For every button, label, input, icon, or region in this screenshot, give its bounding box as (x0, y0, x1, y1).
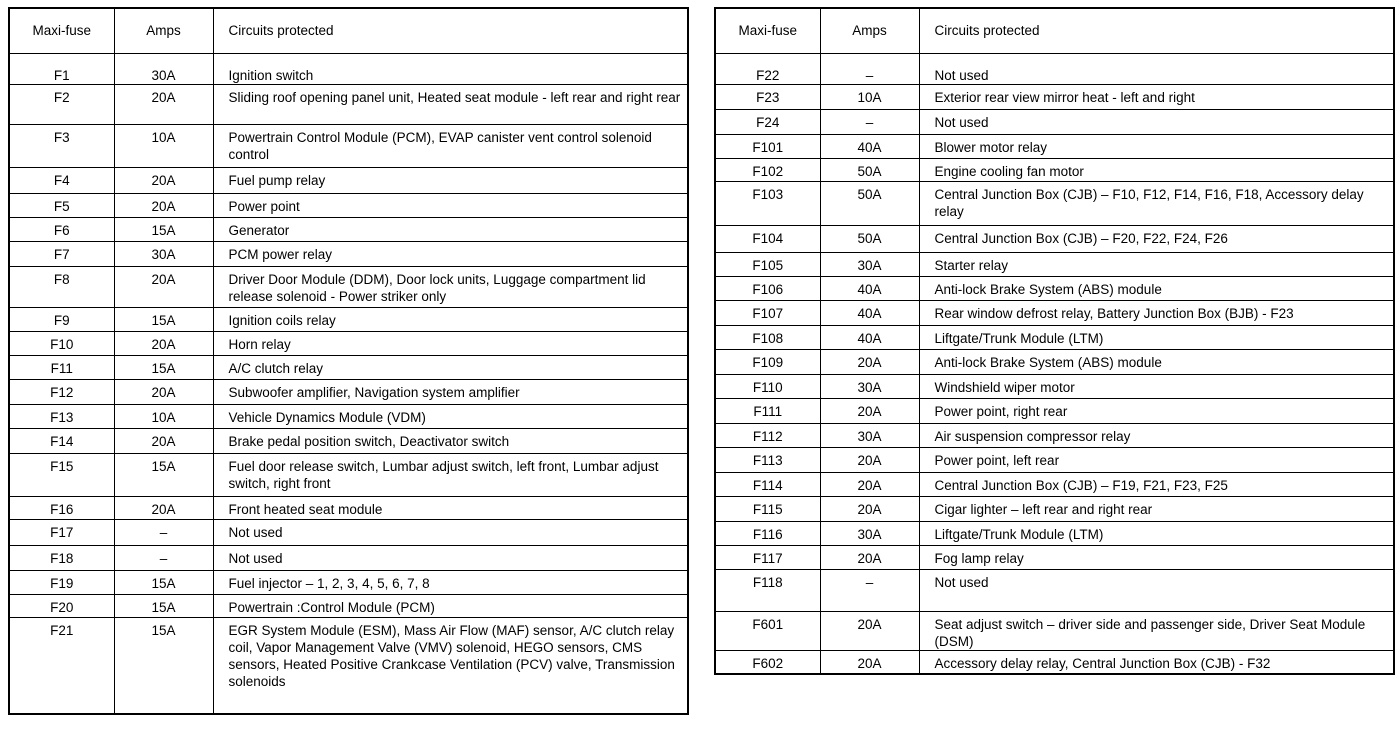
amps-value: 15A (114, 217, 213, 241)
fuse-number: F7 (9, 241, 114, 266)
table-row (715, 472, 1394, 496)
circuits-text: Exterior rear view mirror heat - left and right (919, 84, 1394, 109)
fuse-number: F23 (715, 84, 820, 109)
table-row (9, 167, 688, 193)
amps-value: 10A (114, 404, 213, 428)
fuse-number: F102 (715, 158, 820, 181)
circuits-text: Not used (919, 569, 1394, 611)
fuse-number: F107 (715, 300, 820, 325)
fuse-number: F101 (715, 134, 820, 158)
fuse-number: F1 (9, 53, 114, 84)
circuits-text: Power point, right rear (919, 398, 1394, 423)
table-row (9, 404, 688, 428)
table-row (9, 428, 688, 453)
table-row (9, 617, 688, 714)
table-row (715, 447, 1394, 472)
circuits-text: Front heated seat module (213, 496, 688, 519)
circuits-text: Not used (919, 53, 1394, 84)
header-row (9, 8, 688, 53)
table-row (715, 611, 1394, 650)
fuse-number: F5 (9, 193, 114, 217)
circuits-text: Anti-lock Brake System (ABS) module (919, 276, 1394, 300)
amps-value: 20A (114, 331, 213, 355)
table-row (715, 569, 1394, 611)
fuse-number: F19 (9, 570, 114, 594)
table-row (715, 158, 1394, 181)
table-row (715, 398, 1394, 423)
amps-value: 40A (820, 325, 919, 349)
circuits-text: PCM power relay (213, 241, 688, 266)
circuits-text: EGR System Module (ESM), Mass Air Flow (MAF) sensor, A/C clutch relay coil, Vapor Management Valve (VMV) solenoid, HEGO sensors, CMS sensors, Heated Positive Crankcase Ventilation (PCV) valve, Transmission solenoids (213, 617, 688, 714)
fuse-number: F113 (715, 447, 820, 472)
table-row (9, 331, 688, 355)
fuse-table-left (8, 7, 689, 715)
table-row (9, 84, 688, 124)
circuits-text: Central Junction Box (CJB) – F10, F12, F14, F16, F18, Accessory delay relay (919, 181, 1394, 225)
table-row (9, 496, 688, 519)
amps-value: 30A (820, 374, 919, 398)
table-row (715, 300, 1394, 325)
table-row (9, 355, 688, 379)
table-row (715, 325, 1394, 349)
table-row (9, 307, 688, 331)
circuits-text: Brake pedal position switch, Deactivator switch (213, 428, 688, 453)
amps-value: 30A (114, 241, 213, 266)
amps-value: – (114, 545, 213, 570)
circuits-text: Generator (213, 217, 688, 241)
amps-value: 20A (820, 447, 919, 472)
fuse-number: F16 (9, 496, 114, 519)
amps-value: 50A (820, 158, 919, 181)
circuits-text: Not used (213, 545, 688, 570)
table-row (715, 252, 1394, 276)
table-row (715, 650, 1394, 674)
table-row (715, 496, 1394, 521)
table-row (715, 374, 1394, 398)
fuse-number: F111 (715, 398, 820, 423)
table-row (9, 570, 688, 594)
table-row (9, 241, 688, 266)
header-amps: Amps (114, 8, 213, 53)
amps-value: 20A (820, 472, 919, 496)
fuse-number: F9 (9, 307, 114, 331)
table-row (9, 519, 688, 545)
fuse-number: F4 (9, 167, 114, 193)
amps-value: – (820, 53, 919, 84)
fuse-number: F3 (9, 124, 114, 167)
amps-value: 15A (114, 570, 213, 594)
circuits-text: Blower motor relay (919, 134, 1394, 158)
fuse-number: F17 (9, 519, 114, 545)
circuits-text: Liftgate/Trunk Module (LTM) (919, 521, 1394, 545)
amps-value: – (820, 109, 919, 134)
fuse-number: F601 (715, 611, 820, 650)
table-row (715, 545, 1394, 569)
circuits-text: Central Junction Box (CJB) – F20, F22, F24, F26 (919, 225, 1394, 252)
circuits-text: Power point, left rear (919, 447, 1394, 472)
fuse-number: F2 (9, 84, 114, 124)
circuits-text: Air suspension compressor relay (919, 423, 1394, 447)
amps-value: 20A (114, 167, 213, 193)
header-circuits-protected: Circuits protected (213, 8, 688, 53)
table-row (715, 109, 1394, 134)
circuits-text: Anti-lock Brake System (ABS) module (919, 349, 1394, 374)
circuits-text: Powertrain Control Module (PCM), EVAP canister vent control solenoid control (213, 124, 688, 167)
fuse-table-right (714, 7, 1395, 675)
fuse-number: F112 (715, 423, 820, 447)
amps-value: – (114, 519, 213, 545)
amps-value: 30A (114, 53, 213, 84)
fuse-number: F20 (9, 594, 114, 617)
circuits-text: Fuel door release switch, Lumbar adjust switch, left front, Lumbar adjust switch, right front (213, 453, 688, 496)
fuse-number: F602 (715, 650, 820, 674)
amps-value: 30A (820, 521, 919, 545)
amps-value: 15A (114, 307, 213, 331)
circuits-text: Horn relay (213, 331, 688, 355)
circuits-text: Seat adjust switch – driver side and passenger side, Driver Seat Module (DSM) (919, 611, 1394, 650)
amps-value: 20A (820, 398, 919, 423)
fuse-number: F11 (9, 355, 114, 379)
fuse-number: F104 (715, 225, 820, 252)
table-row (715, 521, 1394, 545)
amps-value: 20A (820, 496, 919, 521)
circuits-text: Driver Door Module (DDM), Door lock units, Luggage compartment lid release solenoid - Power striker only (213, 266, 688, 307)
amps-value: 30A (820, 252, 919, 276)
circuits-text: Liftgate/Trunk Module (LTM) (919, 325, 1394, 349)
table-row (9, 266, 688, 307)
table-row (715, 349, 1394, 374)
amps-value: 20A (114, 84, 213, 124)
amps-value: 20A (820, 349, 919, 374)
amps-value: 10A (114, 124, 213, 167)
fuse-number: F115 (715, 496, 820, 521)
circuits-text: Not used (919, 109, 1394, 134)
fuse-number: F118 (715, 569, 820, 611)
circuits-text: A/C clutch relay (213, 355, 688, 379)
table-row (9, 545, 688, 570)
fuse-number: F114 (715, 472, 820, 496)
amps-value: 20A (820, 611, 919, 650)
circuits-text: Not used (213, 519, 688, 545)
fuse-number: F10 (9, 331, 114, 355)
amps-value: – (820, 569, 919, 611)
table-row (9, 594, 688, 617)
circuits-text: Starter relay (919, 252, 1394, 276)
amps-value: 20A (114, 428, 213, 453)
circuits-text: Fog lamp relay (919, 545, 1394, 569)
fuse-number: F106 (715, 276, 820, 300)
amps-value: 20A (114, 379, 213, 404)
fuse-number: F15 (9, 453, 114, 496)
amps-value: 40A (820, 134, 919, 158)
fuse-number: F18 (9, 545, 114, 570)
fuse-number: F22 (715, 53, 820, 84)
amps-value: 15A (114, 617, 213, 714)
amps-value: 10A (820, 84, 919, 109)
header-maxi-fuse: Maxi-fuse (9, 8, 114, 53)
circuits-text: Fuel pump relay (213, 167, 688, 193)
circuits-text: Ignition switch (213, 53, 688, 84)
amps-value: 20A (820, 545, 919, 569)
amps-value: 20A (114, 266, 213, 307)
table-row (9, 217, 688, 241)
circuits-text: Powertrain :Control Module (PCM) (213, 594, 688, 617)
fuse-number: F21 (9, 617, 114, 714)
table-row (9, 193, 688, 217)
fuse-number: F109 (715, 349, 820, 374)
circuits-text: Central Junction Box (CJB) – F19, F21, F23, F25 (919, 472, 1394, 496)
table-row (9, 453, 688, 496)
amps-value: 20A (820, 650, 919, 674)
amps-value: 40A (820, 300, 919, 325)
fuse-number: F12 (9, 379, 114, 404)
amps-value: 20A (114, 496, 213, 519)
table-row (9, 53, 688, 84)
fuse-number: F8 (9, 266, 114, 307)
amps-value: 15A (114, 594, 213, 617)
circuits-text: Subwoofer amplifier, Navigation system amplifier (213, 379, 688, 404)
circuits-text: Accessory delay relay, Central Junction Box (CJB) - F32 (919, 650, 1394, 674)
amps-value: 40A (820, 276, 919, 300)
fuse-number: F105 (715, 252, 820, 276)
circuits-text: Rear window defrost relay, Battery Junction Box (BJB) - F23 (919, 300, 1394, 325)
table-row (9, 379, 688, 404)
fuse-number: F117 (715, 545, 820, 569)
table-row (715, 181, 1394, 225)
amps-value: 20A (114, 193, 213, 217)
table-row (715, 53, 1394, 84)
fuse-number: F6 (9, 217, 114, 241)
amps-value: 50A (820, 181, 919, 225)
table-row (715, 423, 1394, 447)
table-row (715, 225, 1394, 252)
fuse-number: F108 (715, 325, 820, 349)
circuits-text: Vehicle Dynamics Module (VDM) (213, 404, 688, 428)
table-row (715, 134, 1394, 158)
fuse-number: F13 (9, 404, 114, 428)
fuse-number: F110 (715, 374, 820, 398)
fuse-number: F103 (715, 181, 820, 225)
circuits-text: Fuel injector – 1, 2, 3, 4, 5, 6, 7, 8 (213, 570, 688, 594)
fuse-number: F24 (715, 109, 820, 134)
amps-value: 15A (114, 453, 213, 496)
amps-value: 50A (820, 225, 919, 252)
header-row (715, 8, 1394, 53)
circuits-text: Ignition coils relay (213, 307, 688, 331)
amps-value: 30A (820, 423, 919, 447)
amps-value: 15A (114, 355, 213, 379)
circuits-text: Sliding roof opening panel unit, Heated seat module - left rear and right rear (213, 84, 688, 124)
circuits-text: Cigar lighter – left rear and right rear (919, 496, 1394, 521)
circuits-text: Engine cooling fan motor (919, 158, 1394, 181)
circuits-text: Windshield wiper motor (919, 374, 1394, 398)
fuse-number: F14 (9, 428, 114, 453)
header-maxi-fuse: Maxi-fuse (715, 8, 820, 53)
fuse-number: F116 (715, 521, 820, 545)
table-row (715, 276, 1394, 300)
header-circuits-protected: Circuits protected (919, 8, 1394, 53)
circuits-text: Power point (213, 193, 688, 217)
table-row (715, 84, 1394, 109)
header-amps: Amps (820, 8, 919, 53)
table-row (9, 124, 688, 167)
